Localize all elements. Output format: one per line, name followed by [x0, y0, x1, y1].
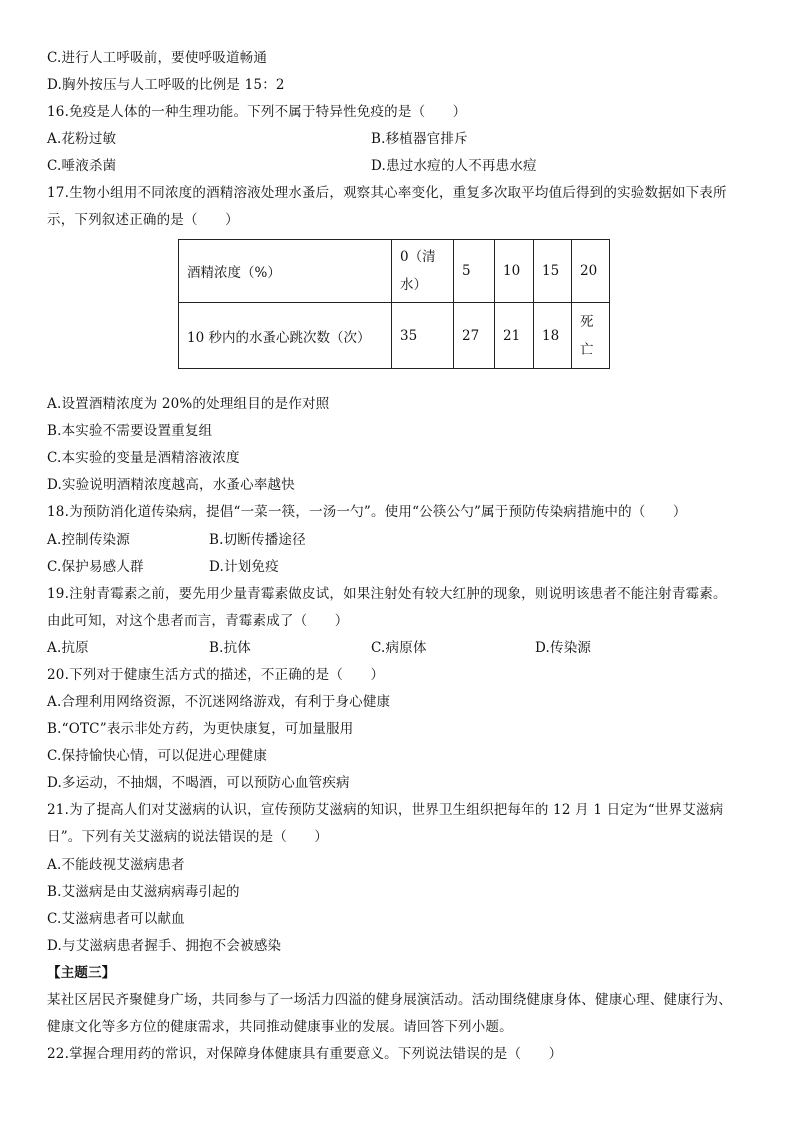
q17-stem-line1: 17.生物小组用不同浓度的酒精溶液处理水蚤后，观察其心率变化，重复多次取平均值后得到的实验数据如下表所	[47, 185, 727, 201]
q16-option-b: B.移植器官排斥	[371, 131, 468, 147]
q15-option-d: D.胸外按压与人工呼吸的比例是 15：2	[47, 77, 285, 93]
q20-option-a: A.合理利用网络资源，不沉迷网络游戏，有利于身心健康	[47, 694, 391, 710]
table-cell: 0（清 水）	[392, 240, 454, 303]
table-cell: 21	[495, 303, 534, 369]
q21-option-b: B.艾滋病是由艾滋病病毒引起的	[47, 884, 240, 900]
table-cell: 死 亡	[572, 303, 610, 369]
q17-option-d: D.实验说明酒精浓度越高，水蚤心率越快	[47, 477, 295, 493]
table-cell: 15	[534, 240, 572, 303]
q17-stem-line2: 示，下列叙述正确的是（ ）	[47, 212, 239, 228]
q16-option-a: A.花粉过敏	[47, 131, 117, 147]
q18-option-c: C.保护易感人群	[47, 559, 144, 575]
q19-option-d: D.传染源	[535, 640, 592, 656]
topic-intro-line1: 某社区居民齐聚健身广场，共同参与了一场活力四溢的健身展演活动。活动围绕健康身体、健康心理、健康行为、	[47, 992, 732, 1008]
q19-option-a: A.抗原	[47, 640, 89, 656]
table-cell: 酒精浓度（%）	[179, 240, 392, 303]
table-cell: 18	[534, 303, 572, 369]
q17-option-a: A.设置酒精浓度为 20%的处理组目的是作对照	[47, 396, 330, 412]
q15-option-c: C.进行人工呼吸前，要使呼吸道畅通	[47, 50, 268, 66]
q19-stem-line2: 由此可知，对这个患者而言，青霉素成了（ ）	[47, 613, 349, 629]
q20-option-d: D.多运动，不抽烟，不喝酒，可以预防心血管疾病	[47, 775, 350, 791]
q18-option-b: B.切断传播途径	[209, 532, 306, 548]
q18-stem: 18.为预防消化道传染病，提倡“一菜一筷，一汤一勺”。使用“公筷公勺”属于预防传染病措施中的（ ）	[47, 504, 687, 520]
q21-stem-line1: 21.为了提高人们对艾滋病的认识，宣传预防艾滋病的知识，世界卫生组织把每年的 12 月 1 日定为“世界艾滋病	[47, 802, 724, 818]
q20-option-b: B.“OTC”表示非处方药，为更快康复，可加量服用	[47, 721, 354, 737]
q19-option-c: C.病原体	[371, 640, 427, 656]
q19-option-b: B.抗体	[209, 640, 252, 656]
topic-intro-line2: 健康文化等多方位的健康需求，共同推动健康事业的发展。请回答下列小题。	[47, 1019, 513, 1035]
q17-data-table	[178, 239, 610, 369]
q20-option-c: C.保持愉快心情，可以促进心理健康	[47, 748, 268, 764]
q16-option-c: C.唾液杀菌	[47, 158, 117, 174]
table-row	[179, 303, 610, 369]
table-cell: 10	[495, 240, 534, 303]
q21-option-a: A.不能歧视艾滋病患者	[47, 857, 185, 873]
q20-stem: 20.下列对于健康生活方式的描述，不正确的是（ ）	[47, 667, 385, 683]
q18-option-d: D.计划免疫	[209, 559, 279, 575]
topic-heading: 【主题三】	[47, 965, 116, 981]
table-row	[179, 240, 610, 303]
q21-option-c: C.艾滋病患者可以献血	[47, 911, 185, 927]
q21-option-d: D.与艾滋病患者握手、拥抱不会被感染	[47, 938, 282, 954]
q18-option-a: A.控制传染源	[47, 532, 130, 548]
q17-option-b: B.本实验不需要设置重复组	[47, 423, 213, 439]
table-cell: 20	[572, 240, 610, 303]
table-cell: 10 秒内的水蚤心跳次数（次）	[179, 303, 392, 369]
q19-stem-line1: 19.注射青霉素之前，要先用少量青霉素做皮试，如果注射处有较大红肿的现象，则说明该患者不能注射青霉素。	[47, 586, 727, 602]
table-cell: 5	[454, 240, 495, 303]
q16-stem: 16.免疫是人体的一种生理功能。下列不属于特异性免疫的是（ ）	[47, 104, 467, 120]
q21-stem-line2: 日”。下列有关艾滋病的说法错误的是（ ）	[47, 829, 329, 845]
table-cell: 35	[392, 303, 454, 369]
q22-stem: 22.掌握合理用药的常识，对保障身体健康具有重要意义。下列说法错误的是（ ）	[47, 1046, 563, 1062]
q17-option-c: C.本实验的变量是酒精溶液浓度	[47, 450, 240, 466]
q16-option-d: D.患过水痘的人不再患水痘	[371, 158, 537, 174]
table-cell: 27	[454, 303, 495, 369]
